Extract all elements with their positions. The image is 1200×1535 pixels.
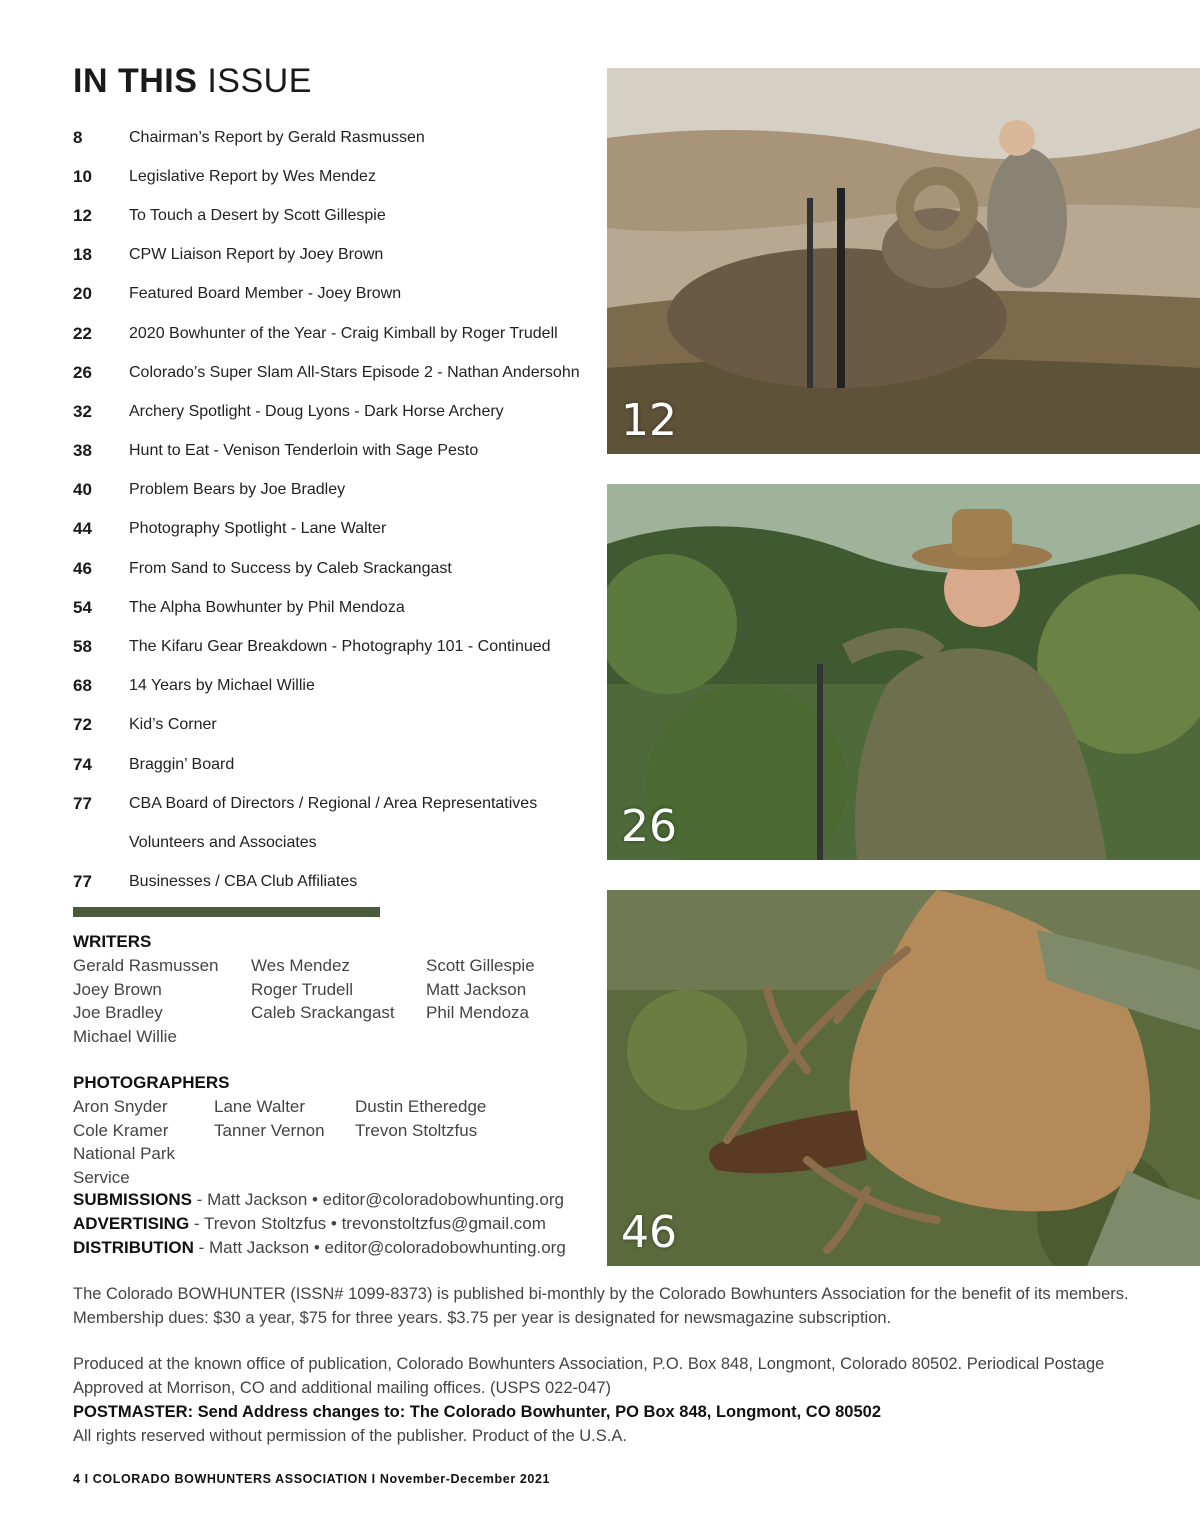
toc-item[interactable] (73, 314, 603, 353)
writer-name: Joey Brown (73, 979, 162, 999)
toc-title: Archery Spotlight - Doug Lyons - Dark Horse Archery (129, 402, 504, 420)
toc-page-number: 26 (73, 362, 92, 382)
toc-page-number: 74 (73, 754, 92, 774)
toc-item[interactable] (73, 236, 603, 275)
toc-page-number: 54 (73, 597, 92, 617)
section-divider (73, 907, 380, 917)
toc-title: CBA Board of Directors / Regional / Area Representatives (129, 794, 538, 812)
photo-elk-image (607, 890, 1200, 1266)
photographer-name: National Park Service (73, 1144, 176, 1187)
toc-item[interactable] (73, 863, 603, 902)
toc-title: To Touch a Desert by Scott Gillespie (129, 206, 386, 224)
toc-item[interactable] (73, 471, 603, 510)
contact-label: ADVERTISING (73, 1214, 190, 1233)
toc-page-number: 32 (73, 401, 92, 421)
toc-item[interactable] (73, 627, 603, 666)
writers-heading: WRITERS (73, 932, 152, 951)
toc-title: Featured Board Member - Joey Brown (129, 285, 402, 303)
toc-page-number: 44 (73, 519, 92, 539)
toc-page-number: 18 (73, 245, 92, 265)
title-light: ISSUE (207, 62, 312, 100)
photo-elk[interactable] (607, 890, 1200, 1266)
toc-item[interactable] (73, 392, 603, 431)
toc-page-number: 72 (73, 715, 92, 735)
photographer-name: Lane Walter (214, 1097, 306, 1116)
contact-text[interactable]: - Matt Jackson • editor@coloradobowhunting.org (192, 1190, 564, 1209)
toc-item[interactable] (73, 275, 603, 314)
toc-item[interactable] (73, 353, 603, 392)
toc-title: Legislative Report by Wes Mendez (129, 167, 376, 185)
photo-page-number: 46 (621, 1207, 677, 1258)
photographer-name: Cole Kramer (73, 1120, 169, 1140)
toc-page-number: 38 (73, 441, 92, 461)
toc-title: From Sand to Success by Caleb Srackangast (129, 559, 452, 577)
table-of-contents (73, 118, 603, 902)
writer-name: Wes Mendez (251, 956, 350, 975)
toc-page-number: 46 (73, 558, 92, 578)
toc-page-number: 22 (73, 323, 92, 343)
office-info (73, 1352, 1153, 1448)
writer-name: Matt Jackson (426, 979, 527, 999)
writer-name: Gerald Rasmussen (73, 956, 219, 975)
contacts-block (73, 1188, 566, 1260)
toc-page-number: 68 (73, 676, 92, 696)
toc-title: Photography Spotlight - Lane Walter (129, 520, 387, 538)
toc-item[interactable] (73, 549, 603, 588)
toc-item[interactable] (73, 784, 603, 823)
writer-name: Michael Willie (73, 1026, 177, 1046)
toc-item[interactable] (73, 588, 603, 627)
writers-section (73, 932, 606, 1048)
toc-title: Braggin’ Board (129, 755, 235, 773)
toc-title: Problem Bears by Joe Bradley (129, 481, 346, 499)
contact-label: SUBMISSIONS (73, 1190, 193, 1209)
toc-page-number: 77 (73, 793, 92, 813)
rights-notice: All rights reserved without permission of the publisher. Product of the U.S.A. (73, 1427, 627, 1445)
writer-name: Scott Gillespie (426, 956, 535, 975)
toc-title: Colorado’s Super Slam All-Stars Episode 2 - Nathan Andersohn (129, 363, 580, 381)
toc-item[interactable] (73, 510, 603, 549)
contact-text[interactable]: - Matt Jackson • editor@coloradobowhunting.org (193, 1238, 566, 1257)
toc-item[interactable] (73, 118, 603, 157)
contact-text[interactable]: - Trevon Stoltzfus • trevonstoltzfus@gmail.com (189, 1214, 546, 1233)
toc-page-number: 12 (73, 205, 92, 225)
toc-item[interactable] (73, 823, 603, 862)
toc-title: The Alpha Bowhunter by Phil Mendoza (129, 598, 405, 616)
toc-title: The Kifaru Gear Breakdown - Photography 101 - Continued (129, 638, 551, 656)
toc-item[interactable] (73, 196, 603, 235)
contact-line (73, 1236, 566, 1260)
toc-item[interactable] (73, 706, 603, 745)
photographer-name: Tanner Vernon (214, 1120, 325, 1140)
photographers-section (73, 1073, 535, 1189)
contact-line (73, 1212, 566, 1236)
toc-title: Hunt to Eat - Venison Tenderloin with Sage Pesto (129, 442, 479, 460)
toc-page-number: 77 (73, 872, 92, 892)
photo-hunter-image (607, 484, 1200, 860)
photographer-name: Dustin Etheredge (355, 1097, 487, 1116)
toc-title: Volunteers and Associates (129, 833, 317, 851)
writer-name: Joe Bradley (73, 1003, 163, 1022)
photographer-name: Trevon Stoltzfus (355, 1120, 478, 1140)
postmaster-notice: POSTMASTER: Send Address changes to: The Colorado Bowhunter, PO Box 848, Longmont, CO 80502 (73, 1403, 882, 1421)
toc-page-number: 10 (73, 166, 92, 186)
contact-line (73, 1188, 566, 1212)
toc-page-number: 40 (73, 480, 92, 500)
toc-page-number: 8 (73, 127, 83, 147)
photo-bighorn-sheep[interactable] (607, 68, 1200, 454)
photo-page-number: 12 (621, 395, 677, 446)
page-title (73, 62, 312, 101)
writer-name: Roger Trudell (251, 979, 354, 999)
toc-item[interactable] (73, 745, 603, 784)
toc-title: Chairman’s Report by Gerald Rasmussen (129, 128, 425, 146)
title-bold: IN THIS (73, 62, 198, 100)
photo-page-number: 26 (621, 801, 677, 852)
toc-title: Kid’s Corner (129, 716, 217, 734)
photographers-heading: PHOTOGRAPHERS (73, 1073, 230, 1092)
photographer-name: Aron Snyder (73, 1097, 168, 1116)
toc-title: CPW Liaison Report by Joey Brown (129, 246, 384, 264)
toc-page-number: 58 (73, 637, 92, 657)
toc-title: 2020 Bowhunter of the Year - Craig Kimball by Roger Trudell (129, 324, 558, 342)
toc-item[interactable] (73, 432, 603, 471)
page-footer: 4 I COLORADO BOWHUNTERS ASSOCIATION I November-December 2021 (73, 1472, 551, 1486)
toc-title: Businesses / CBA Club Affiliates (129, 873, 358, 891)
writer-name: Phil Mendoza (426, 1003, 530, 1022)
contact-label: DISTRIBUTION (73, 1238, 194, 1257)
publication-info: The Colorado BOWHUNTER (ISSN# 1099-8373) is published bi-monthly by the Colorado Bowhunters Association for the benefit of its members. Membership dues: $30 a year, $75 for three years. $3.75 per year is designated for newsmagazine subscription. (73, 1285, 1129, 1327)
toc-title: 14 Years by Michael Willie (129, 677, 315, 695)
toc-page-number: 20 (73, 284, 92, 304)
toc-item[interactable] (73, 667, 603, 706)
office-address: Produced at the known office of publication, Colorado Bowhunters Association, P.O. Box 848, Longmont, Colorado 80502. Periodical Postage Approved at Morrison, CO and additional mailing offices. (USPS 022-047) (73, 1355, 1105, 1397)
photo-bighorn-image (607, 68, 1200, 454)
photo-hunter-forest[interactable] (607, 484, 1200, 860)
writer-name: Caleb Srackangast (251, 1003, 395, 1022)
toc-item[interactable] (73, 157, 603, 196)
